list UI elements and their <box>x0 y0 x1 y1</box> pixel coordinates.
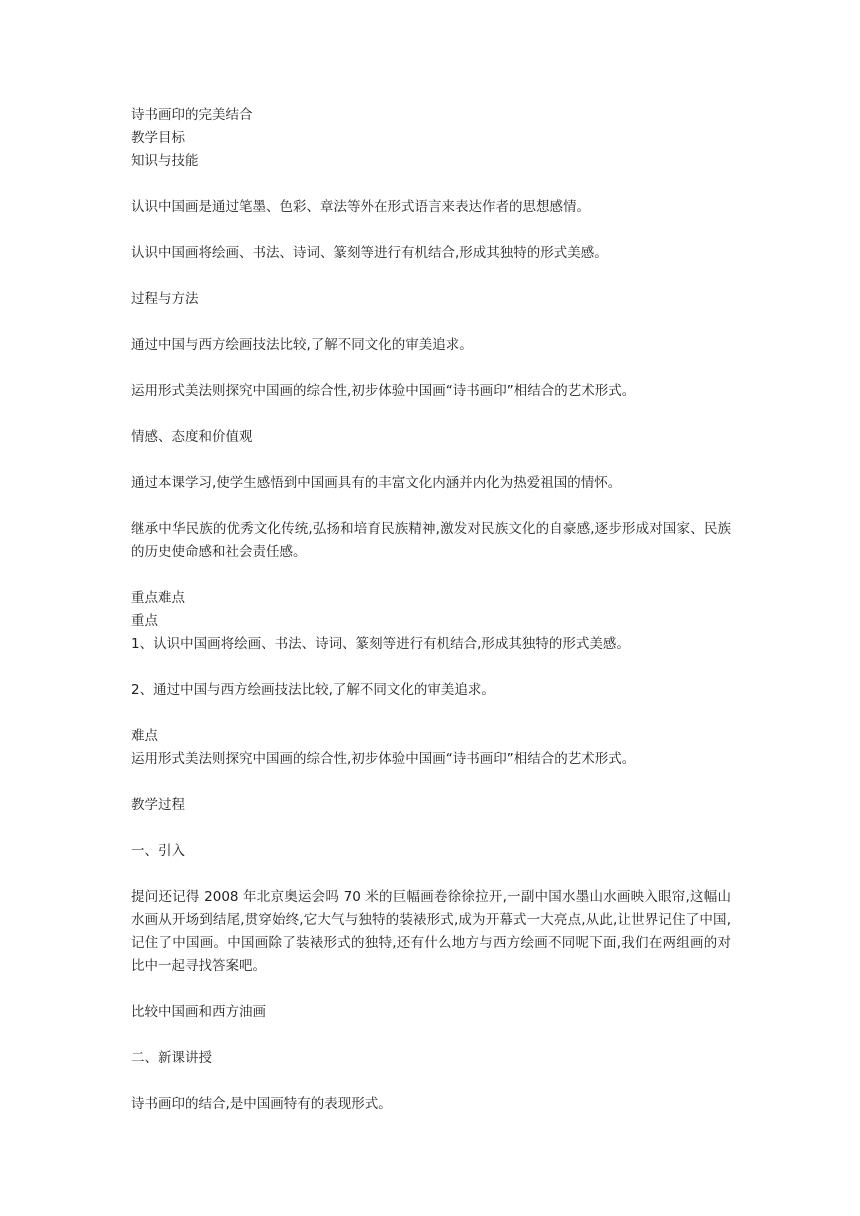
difficult-paragraph-1: 运用形式美法则探究中国画的综合性,初步体验中国画“诗书画印”相结合的艺术形式。 <box>131 751 636 767</box>
intro-paragraph: 提问还记得 2008 年北京奥运会吗 70 米的巨幅画卷徐徐拉开,一副中国水墨山水画映入眼帘,这幅山水画从开场到结尾,贯穿始终,它大气与独特的装裱形式,成为开幕式一大亮点,从此,让世界记住了中国,记住了中国画。中国画除了装裱形式的独特,还有什么地方与西方绘画不同呢下面,我们在两组画的对比中一起寻找答案吧。 <box>131 889 731 974</box>
document-body <box>131 104 731 1116</box>
compare-heading: 比较中国画和西方油画 <box>131 1004 266 1020</box>
new-lesson-paragraph: 诗书画印的结合,是中国画特有的表现形式。 <box>131 1096 392 1112</box>
process-paragraph-2: 运用形式美法则探究中国画的综合性,初步体验中国画“诗书画印”相结合的艺术形式。 <box>131 383 636 399</box>
heading-teaching-process: 教学过程 <box>131 797 185 813</box>
emotion-paragraph-2: 继承中华民族的优秀文化传统,弘扬和培育民族精神,激发对民族文化的自豪感,逐步形成对国家、民族的历史使命感和社会责任感。 <box>131 521 731 560</box>
subheading-emotion: 情感、态度和价值观 <box>131 429 253 445</box>
subheading-key: 重点 <box>131 613 158 629</box>
knowledge-paragraph-1: 认识中国画是通过笔墨、色彩、章法等外在形式语言来表达作者的思想感情。 <box>131 199 590 215</box>
subheading-difficult: 难点 <box>131 728 158 744</box>
key-paragraph-1: 1、认识中国画将绘画、书法、诗词、篆刻等进行有机结合,形成其独特的形式美感。 <box>131 636 630 652</box>
emotion-paragraph-1: 通过本课学习,使学生感悟到中国画具有的丰富文化内涵并内化为热爱祖国的情怀。 <box>131 475 622 491</box>
step-new-heading: 二、新课讲授 <box>131 1050 212 1066</box>
subheading-knowledge: 知识与技能 <box>131 153 199 169</box>
step-intro-heading: 一、引入 <box>131 843 185 859</box>
key-paragraph-2: 2、通过中国与西方绘画技法比较,了解不同文化的审美追求。 <box>131 682 495 698</box>
heading-keypoints: 重点难点 <box>131 590 185 606</box>
knowledge-paragraph-2: 认识中国画将绘画、书法、诗词、篆刻等进行有机结合,形成其独特的形式美感。 <box>131 245 608 261</box>
process-paragraph-1: 通过中国与西方绘画技法比较,了解不同文化的审美追求。 <box>131 337 473 353</box>
subheading-process: 过程与方法 <box>131 291 199 307</box>
heading-objectives: 教学目标 <box>131 130 185 146</box>
document-title: 诗书画印的完美结合 <box>131 107 253 123</box>
